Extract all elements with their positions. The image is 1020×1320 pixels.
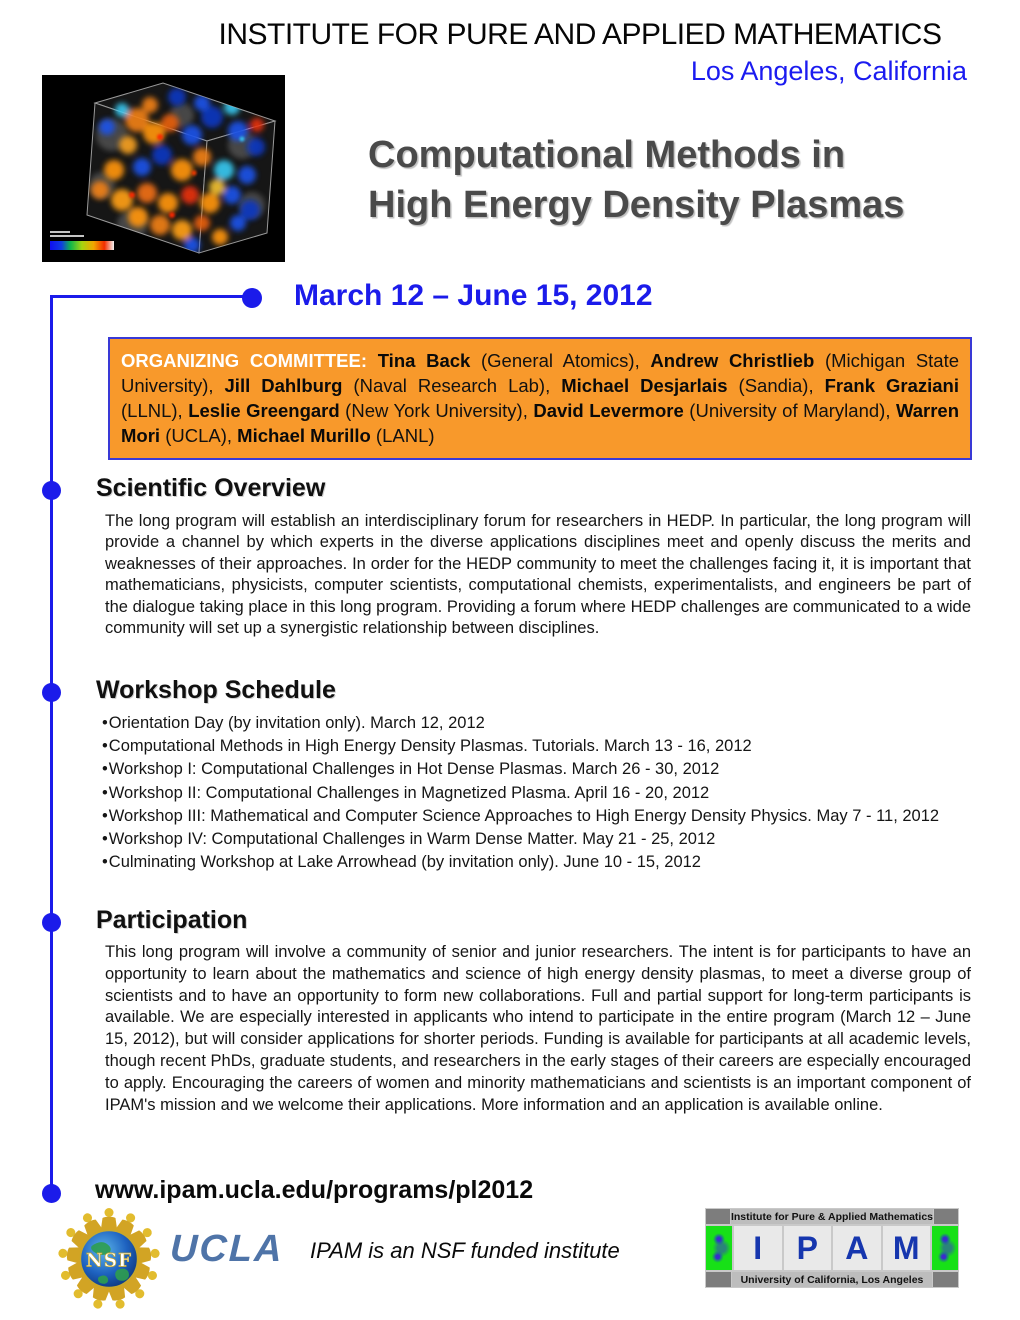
committee-members: Tina Back (General Atomics), Andrew Christlieb (Michigan State University), Jill Dahlburg (Naval Research Lab), Michael Desjarlais (Sandia), Frank Graziani (LLNL), Leslie Greengard (New York University), David Levermore (University of Maryland), Warren Mori (UCLA), Michael Murillo (LANL) [121, 350, 960, 446]
organizing-committee-box [108, 337, 972, 460]
ucla-logo: UCLA [169, 1228, 285, 1270]
timeline-dot-overview [42, 481, 61, 500]
nsf-logo [55, 1205, 163, 1313]
workshop-item: • Workshop II: Computational Challenges in Magnetized Plasma. April 16 - 20, 2012 [96, 782, 972, 805]
ipam-logo [705, 1208, 959, 1288]
program-title-line1: Computational Methods in [368, 134, 846, 176]
workshop-item: • Workshop I: Computational Challenges in Hot Dense Plasmas. March 26 - 30, 2012 [96, 758, 972, 781]
ipam-letter-a: A [833, 1226, 881, 1270]
ipam-logo-bottom-text: University of California, Los Angeles [732, 1272, 932, 1287]
heading-participation: Participation [96, 906, 248, 934]
timeline-dot-participation [42, 913, 61, 932]
program-title-line2: High Energy Density Plasmas [368, 184, 905, 226]
program-dates: March 12 – June 15, 2012 [294, 279, 653, 312]
program-title [368, 130, 904, 230]
heading-scientific-overview: Scientific Overview [96, 474, 326, 502]
workshop-item: • Culminating Workshop at Lake Arrowhead (by invitation only). June 10 - 15, 2012 [96, 851, 972, 874]
ipam-fractal-panel [932, 1226, 958, 1270]
timeline-dot-date [242, 288, 262, 308]
program-url-link[interactable]: www.ipam.ucla.edu/programs/pl2012 [95, 1176, 534, 1204]
timeline-dot-schedule [42, 683, 61, 702]
institute-name: INSTITUTE FOR PURE AND APPLIED MATHEMATICS [218, 18, 942, 51]
ipam-logo-top-text: Institute for Pure & Applied Mathematics [730, 1210, 934, 1223]
ipam-letter-i: I [734, 1226, 782, 1270]
ipam-corner-square [706, 1272, 731, 1287]
ipam-corner-square [706, 1209, 730, 1224]
ipam-corner-square [933, 1272, 958, 1287]
heading-workshop-schedule: Workshop Schedule [96, 676, 336, 704]
plasma-cube-image [42, 75, 285, 262]
nsf-funding-tagline: IPAM is an NSF funded institute [310, 1238, 620, 1263]
ipam-logo-bottom-bar [705, 1271, 959, 1288]
ipam-letter-m: M [883, 1226, 931, 1270]
institute-location: Los Angeles, California [690, 56, 967, 86]
nsf-label: NSF [85, 1250, 133, 1272]
participation-text: This long program will involve a community of senior and junior researchers. The intent is for participants to have an opportunity to learn about the mathematics and science of high energy density plasmas, to meet a diverse group of scientists and to have an opportunity to form new collaborations. Full and partial support for long-term participants is available. We are especially interested in applicants who intend to participate in the entire program (March 12 – June 15, 2012), but will consider applications for shorter periods. Funding is available for participants at all academic levels, though recent PhDs, graduate students, and researchers in the early stages of their careers are especially encouraged to apply. Encouraging the careers of women and minority mathematicians and scientists is an important component of IPAM's mission and we welcome their applications. More information and an application is available online. [105, 943, 971, 1114]
workshop-list [96, 712, 972, 874]
ipam-logo-top-bar [705, 1208, 959, 1225]
workshop-item: • Workshop III: Mathematical and Computer Science Approaches to High Energy Density Physics. May 7 - 11, 2012 [96, 805, 972, 828]
timeline-vertical-line [50, 295, 53, 1194]
timeline-horizontal-line [50, 295, 252, 298]
scientific-overview-text: The long program will establish an interdisciplinary forum for researchers in HEDP. In particular, the long program will provide a channel by which experts in the diverse applications disciplines meet and openly discuss the merits and weaknesses of their approaches. In order for the HEDP community to meet the challenges facing it, it is important that mathematicians, physicists, computer scientists, computational chemists, experimentalists, and engineers be part of the dialogue taking place in this long program. Providing a forum where HEDP challenges are communicated to a wide community will set up a synergistic relationship between disciplines. [105, 512, 971, 638]
workshop-item: • Workshop IV: Computational Challenges in Warm Dense Matter. May 21 - 25, 2012 [96, 828, 972, 851]
ipam-corner-square [934, 1209, 958, 1224]
ipam-logo-middle [705, 1225, 959, 1271]
ipam-letter-p: P [784, 1226, 832, 1270]
plasma-cube-graphic [42, 75, 285, 262]
committee-label: ORGANIZING COMMITTEE: [121, 350, 368, 371]
timeline-dot-url [42, 1184, 61, 1203]
workshop-item: • Computational Methods in High Energy Density Plasmas. Tutorials. March 13 - 16, 2012 [96, 735, 972, 758]
workshop-item: • Orientation Day (by invitation only). March 12, 2012 [96, 712, 972, 735]
ipam-fractal-panel [706, 1226, 732, 1270]
